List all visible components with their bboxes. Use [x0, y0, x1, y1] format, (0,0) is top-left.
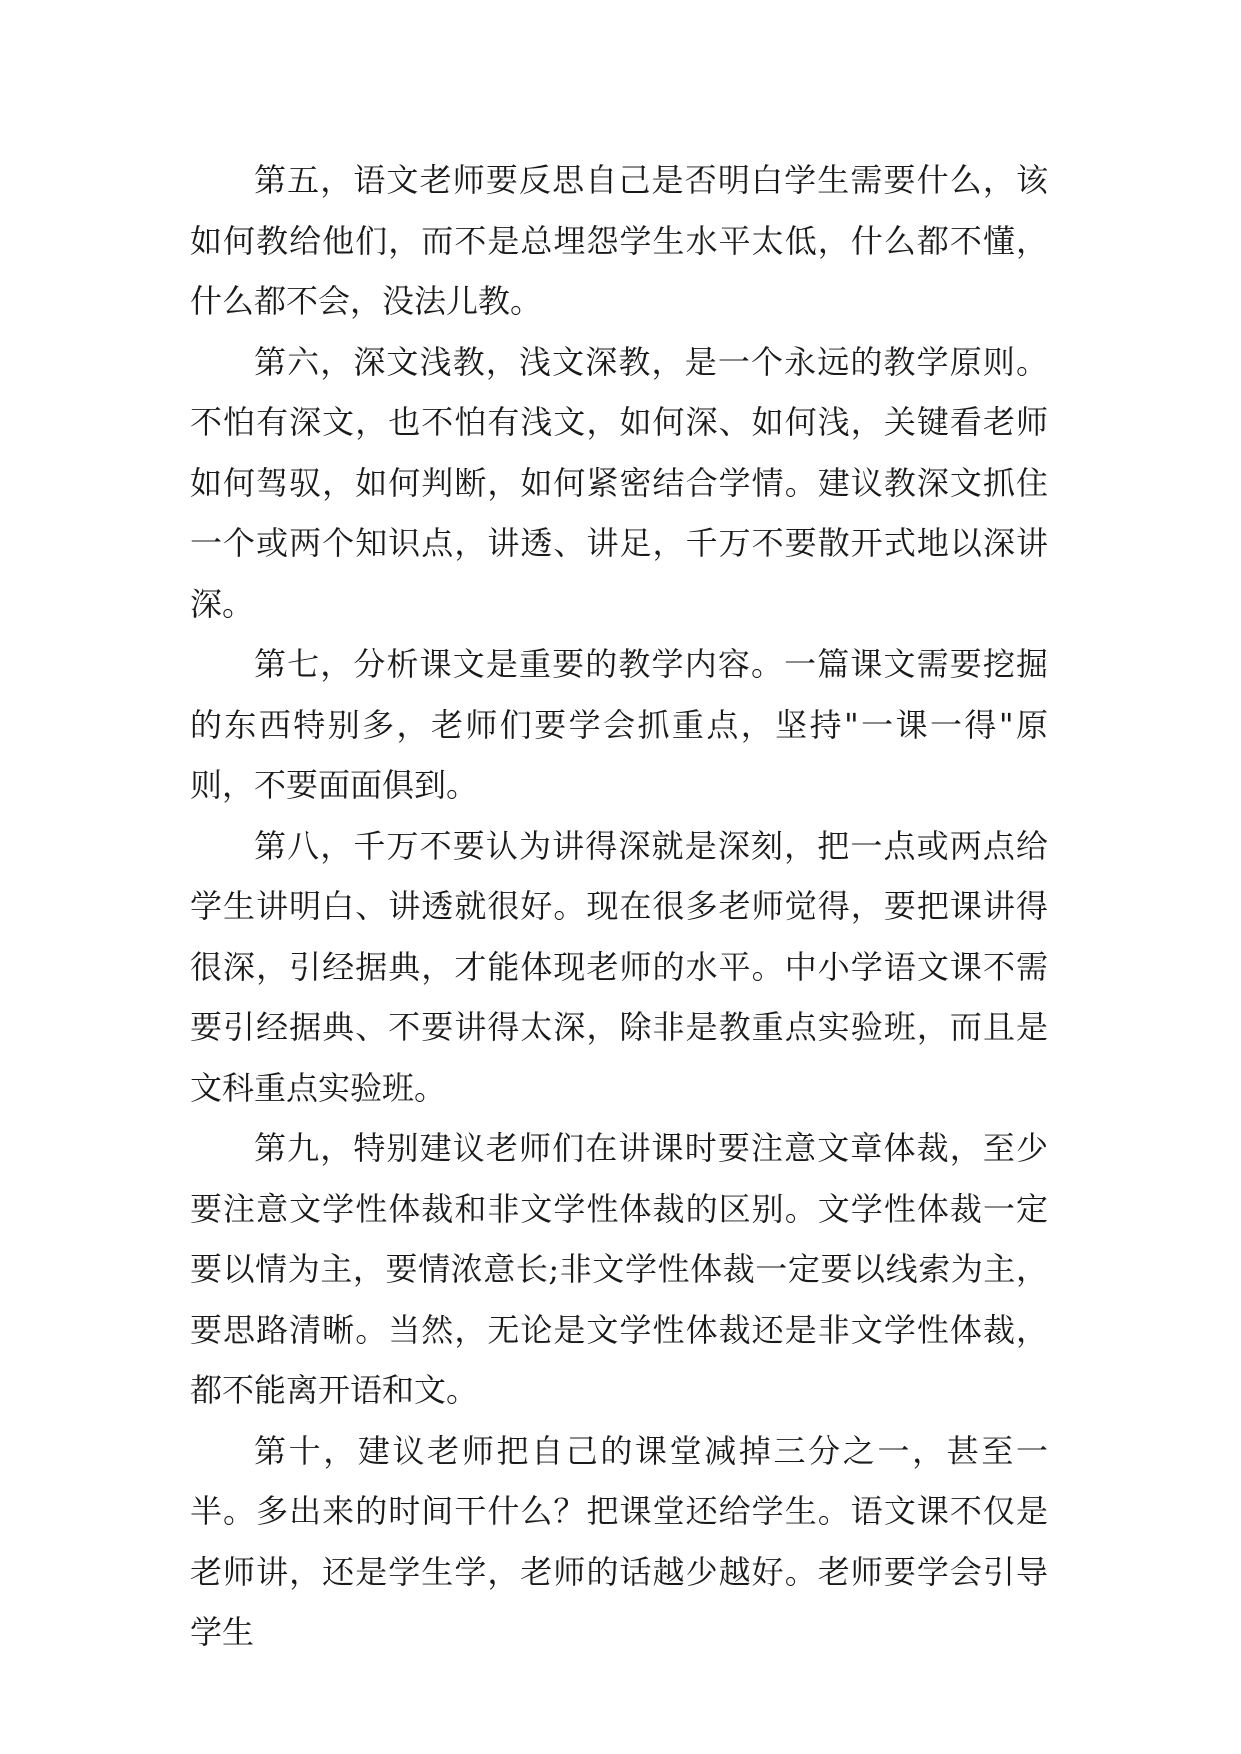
document-body [190, 150, 1048, 1663]
paragraph-seventh: 第七，分析课文是重要的教学内容。一篇课文需要挖掘的东西特别多，老师们要学会抓重点，坚持"一课一得"原则，不要面面俱到。 [190, 645, 1048, 804]
paragraph-fifth: 第五，语文老师要反思自己是否明白学生需要什么，该如何教给他们，而不是总埋怨学生水平太低，什么都不懂，什么都不会，没法儿教。 [190, 161, 1048, 320]
paragraph-tenth: 第十，建议老师把自己的课堂减掉三分之一，甚至一半。多出来的时间干什么？把课堂还给学生。语文课不仅是老师讲，还是学生学，老师的话越少越好。老师要学会引导学生 [190, 1431, 1048, 1651]
paragraph-eighth: 第八，千万不要认为讲得深就是深刻，把一点或两点给学生讲明白、讲透就很好。现在很多老师觉得，要把课讲得很深，引经据典，才能体现老师的水平。中小学语文课不需要引经据典、不要讲得太深，除非是教重点实验班，而且是文科重点实验班。 [190, 826, 1048, 1107]
paragraph-ninth: 第九，特别建议老师们在讲课时要注意文章体裁，至少要注意文学性体裁和非文学性体裁的区别。文学性体裁一定要以情为主，要情浓意长;非文学性体裁一定要以线索为主，要思路清晰。当然，无论是文学性体裁还是非文学性体裁，都不能离开语和文。 [190, 1129, 1048, 1409]
paragraph-sixth: 第六，深文浅教，浅文深教，是一个永远的教学原则。不怕有深文，也不怕有浅文，如何深、如何浅，关键看老师如何驾驭，如何判断，如何紧密结合学情。建议教深文抓住一个或两个知识点，讲透、讲足，千万不要散开式地以深讲深。 [190, 342, 1048, 623]
